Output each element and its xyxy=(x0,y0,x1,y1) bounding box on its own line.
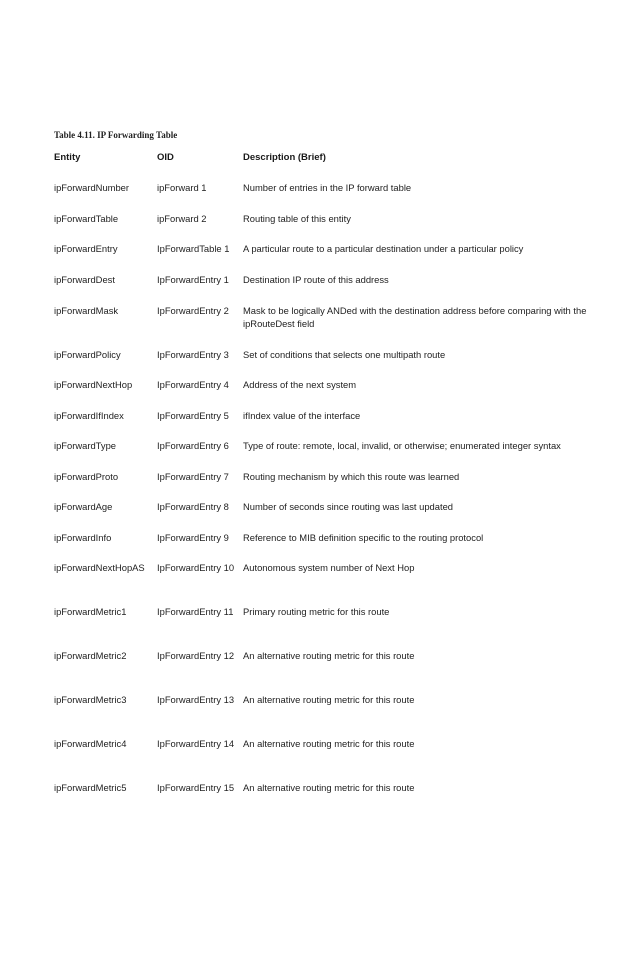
cell-entity: ipForwardNextHop xyxy=(54,379,133,390)
cell-description: Routing table of this entity xyxy=(243,213,351,224)
cell-entity: ipForwardInfo xyxy=(54,532,112,543)
cell-oid: IpForwardEntry 10 xyxy=(157,562,235,573)
cell-entity: ipForwardMetric2 xyxy=(54,650,127,661)
table-header-row xyxy=(0,151,638,165)
cell-entity: ipForwardTable xyxy=(54,213,119,224)
cell-description: Number of seconds since routing was last updated xyxy=(243,501,454,512)
header-oid: OID xyxy=(157,152,174,163)
table-caption: Table 4.11. IP Forwarding Table xyxy=(54,130,178,140)
cell-description: Type of route: remote, local, invalid, or otherwise; enumerated integer syntax xyxy=(243,440,561,451)
cell-oid: IpForwardTable 1 xyxy=(157,243,230,254)
cell-description: An alternative routing metric for this route xyxy=(243,782,415,793)
cell-oid: IpForwardEntry 7 xyxy=(157,471,229,482)
cell-description: Primary routing metric for this route xyxy=(243,606,390,617)
cell-oid: IpForwardEntry 2 xyxy=(157,305,229,316)
cell-entity: ipForwardPolicy xyxy=(54,349,121,360)
cell-description: An alternative routing metric for this route xyxy=(243,738,415,749)
cell-oid: IpForwardEntry 11 xyxy=(157,606,234,617)
cell-oid: IpForwardEntry 8 xyxy=(157,501,229,512)
cell-oid: IpForwardEntry 9 xyxy=(157,532,229,543)
cell-entity: ipForwardMetric5 xyxy=(54,782,127,793)
cell-description: Routing mechanism by which this route was learned xyxy=(243,471,460,482)
cell-description: Mask to be logically ANDed with the destination address before comparing with the ipRouteDest field xyxy=(243,305,587,329)
cell-description: Set of conditions that selects one multipath route xyxy=(243,349,446,360)
cell-entity: ipForwardNumber xyxy=(54,182,130,193)
cell-description: Number of entries in the IP forward table xyxy=(243,182,412,193)
cell-oid: IpForwardEntry 3 xyxy=(157,349,229,360)
cell-description: Reference to MIB definition specific to the routing protocol xyxy=(243,532,484,543)
cell-description: A particular route to a particular destination under a particular policy xyxy=(243,243,524,254)
cell-description: Autonomous system number of Next Hop xyxy=(243,562,415,573)
header-entity: Entity xyxy=(54,152,81,163)
cell-oid: ipForward 1 xyxy=(157,182,207,193)
cell-oid: ipForward 2 xyxy=(157,213,207,224)
header-description: Description (Brief) xyxy=(243,152,326,163)
cell-description: Address of the next system xyxy=(243,379,357,390)
cell-entity: ipForwardNextHopAS xyxy=(54,562,145,573)
cell-entity: ipForwardAge xyxy=(54,501,113,512)
cell-entity: ipForwardMetric1 xyxy=(54,606,127,617)
cell-description: An alternative routing metric for this route xyxy=(243,650,415,661)
cell-entity: ipForwardIfIndex xyxy=(54,410,124,421)
cell-oid: IpForwardEntry 15 xyxy=(157,782,235,793)
cell-entity: ipForwardMask xyxy=(54,305,119,316)
cell-entity: ipForwardDest xyxy=(54,274,115,285)
cell-entity: ipForwardEntry xyxy=(54,243,118,254)
cell-oid: IpForwardEntry 4 xyxy=(157,379,229,390)
cell-entity: ipForwardMetric4 xyxy=(54,738,127,749)
cell-oid: IpForwardEntry 6 xyxy=(157,440,229,451)
cell-entity: ipForwardMetric3 xyxy=(54,694,127,705)
cell-entity: ipForwardProto xyxy=(54,471,119,482)
cell-description: ifIndex value of the interface xyxy=(243,410,361,421)
cell-description: Destination IP route of this address xyxy=(243,274,389,285)
cell-entity: ipForwardType xyxy=(54,440,117,451)
cell-oid: IpForwardEntry 1 xyxy=(157,274,229,285)
cell-oid: IpForwardEntry 13 xyxy=(157,694,235,705)
cell-description: An alternative routing metric for this route xyxy=(243,694,415,705)
cell-oid: IpForwardEntry 5 xyxy=(157,410,229,421)
cell-oid: IpForwardEntry 14 xyxy=(157,738,235,749)
cell-oid: IpForwardEntry 12 xyxy=(157,650,235,661)
